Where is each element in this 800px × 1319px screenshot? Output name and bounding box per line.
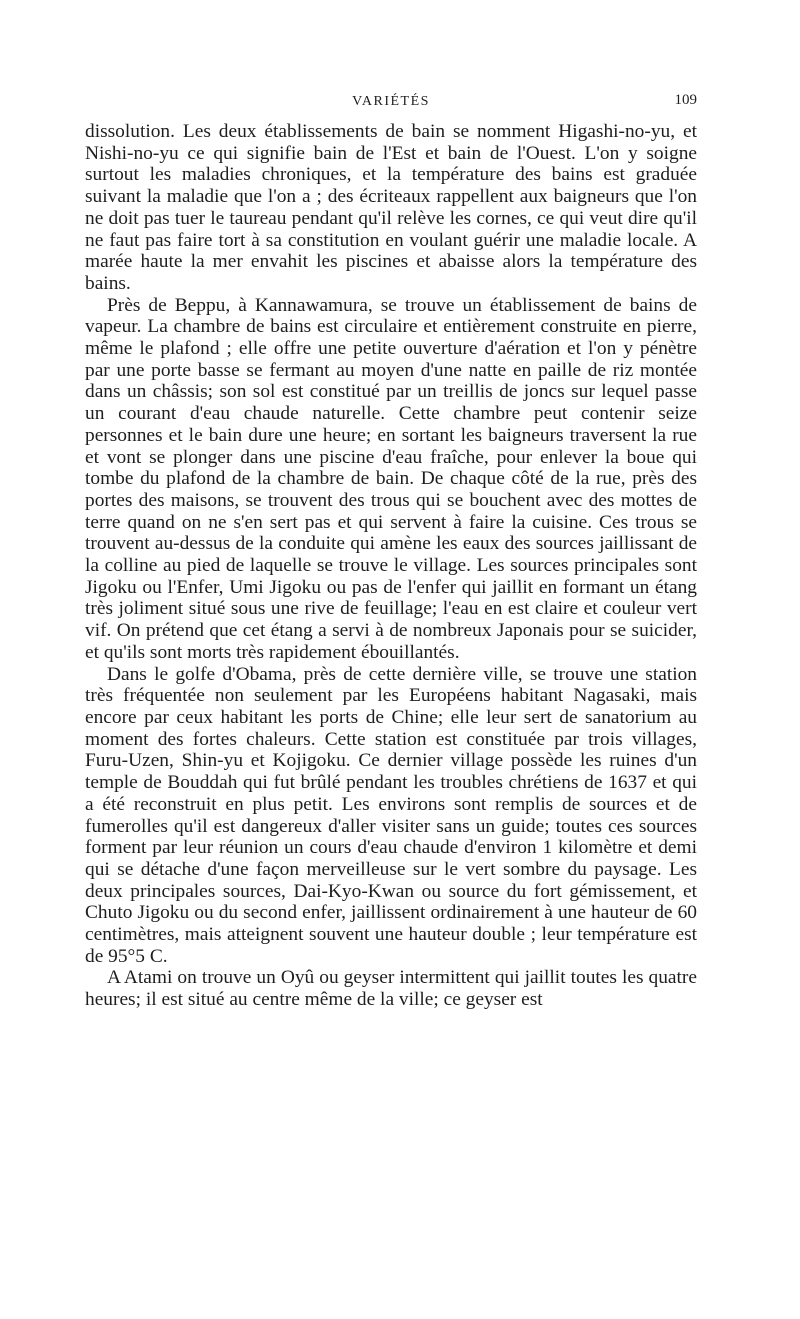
running-title: VARIÉTÉS (352, 94, 430, 109)
paragraph-atami: A Atami on trouve un Oyû ou geyser intermittent qui jaillit toutes les quatre heures; il est situé au centre même de la ville; ce geyser est (85, 967, 697, 1011)
paragraph-obama: Dans le golfe d'Obama, près de cette dernière ville, se trouve une station très fréquentée non seulement par les Européens habitant Nagasaki, mais encore par ceux habitant les ports de Chine; elle leur sert de sanatorium au moment des fortes chaleurs. Cette station est constituée par trois villages, Furu-Uzen, Shin-yu et Kojigoku. Ce dernier village possède les ruines d'un temple de Bouddah qui fut brûlé pendant les troubles chrétiens de 1637 et qui a été reconstruit en plus petit. Les environs sont remplis de sources et de fumerolles qu'il est dangereux d'aller visiter sans un guide; toutes ces sources forment par leur réunion un cours d'eau chaude d'environ 1 kilomètre et demi qui se détache d'une façon merveilleuse sur le vert sombre du paysage. Les deux principales sources, Dai-Kyo-Kwan ou source du fort gémissement, et Chuto Jigoku ou du second enfer, jaillissent ordinairement à une hauteur de 60 centimètres, mais atteignent souvent une hauteur double ; leur température est de 95°5 C. (85, 663, 697, 967)
paragraph-continued: dissolution. Les deux établissements de bain se nomment Higashi-no-yu, et Nishi-no-yu ce qui signifie bain de l'Est et bain de l'Ouest. L'on y soigne surtout les maladies chroniques, et la température des bains est graduée suivant la maladie que l'on a ; des écriteaux rappellent aux baigneurs que l'on ne doit pas tuer le taureau pendant qu'il relève les cornes, ce qui veut dire qu'il ne faut pas faire tort à sa constitution en voulant guérir une maladie locale. A marée haute la mer envahit les piscines et abaisse alors la température des bains. (85, 121, 697, 294)
page-number: 109 (674, 92, 697, 108)
body-text (85, 121, 697, 1011)
running-head (85, 92, 697, 114)
paragraph-beppu: Près de Beppu, à Kannawamura, se trouve un établissement de bains de vapeur. La chambre de bains est circulaire et entièrement construite en pierre, même le plafond ; elle offre une petite ouverture d'aération et l'on y pénètre par une porte basse se fermant au moyen d'une natte en paille de riz montée dans un châssis; son sol est constitué par un treillis de joncs sur lequel passe un courant d'eau chaude naturelle. Cette chambre peut contenir seize personnes et le bain dure une heure; en sortant les baigneurs traversent la rue et vont se plonger dans une piscine d'eau fraîche, pour enlever la boue qui tombe du plafond de la chambre de bain. De chaque côté de la rue, près des portes des maisons, se trouvent des trous qui se bouchent avec des mottes de terre quand on ne s'en sert pas et qui servent à faire la cuisine. Ces trous se trouvent au-dessus de la conduite qui amène les eaux des sources jaillissant de la colline au pied de laquelle se trouve le village. Les sources principales sont Jigoku ou l'Enfer, Umi Jigoku ou pas de l'enfer qui jaillit en formant un étang très joliment situé sous une rive de feuillage; l'eau en est claire et couleur vert vif. On prétend que cet étang a servi à de nombreux Japonais pour se suicider, et qu'ils sont morts très rapidement ébouillantés. (85, 294, 697, 663)
